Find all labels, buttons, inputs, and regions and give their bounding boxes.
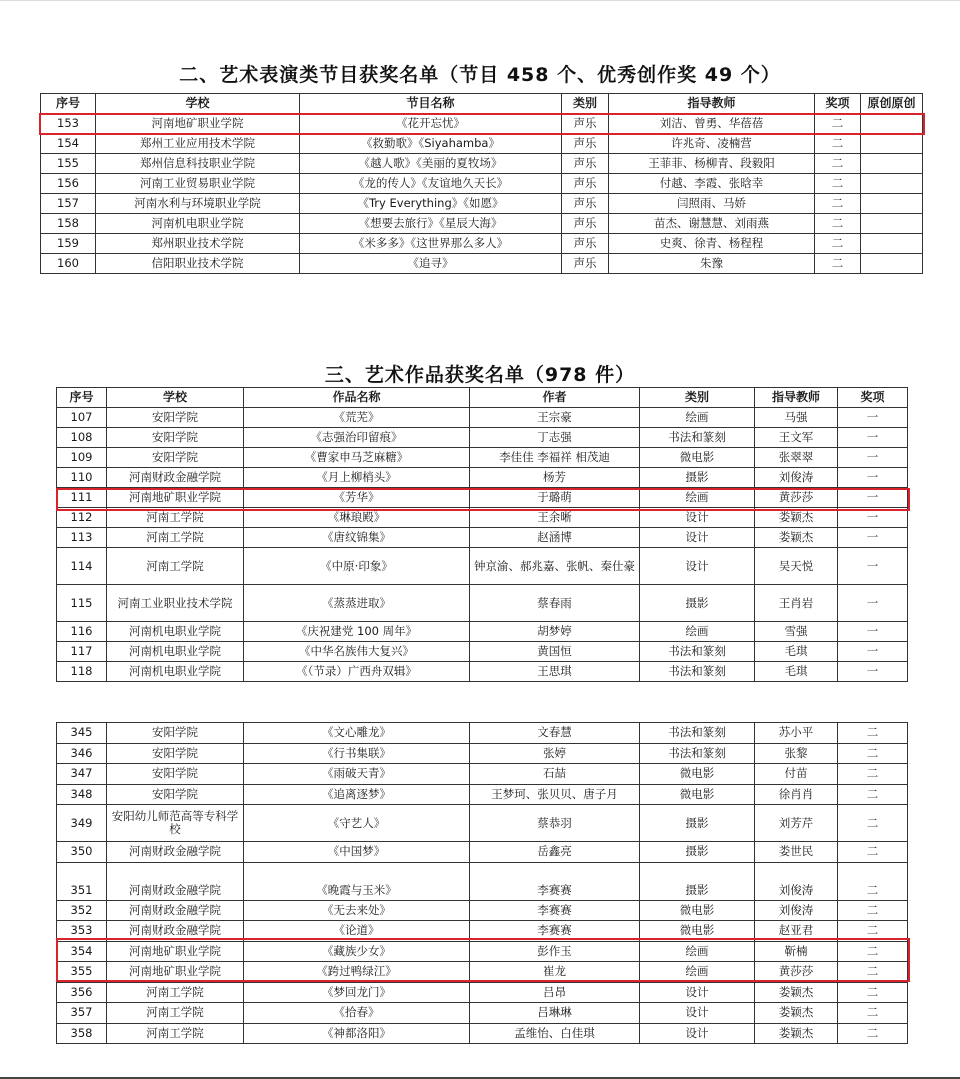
table-cell: 153 xyxy=(41,114,96,134)
table-cell: 摄影 xyxy=(640,468,755,488)
table-cell: 娄颖杰 xyxy=(755,528,838,548)
table-cell: 二 xyxy=(838,862,908,900)
table-cell: 348 xyxy=(57,784,107,805)
table-row xyxy=(57,941,908,962)
table-cell: 二 xyxy=(838,805,908,842)
table-cell: 河南机电职业学院 xyxy=(107,662,244,682)
table-cell: 二 xyxy=(815,194,861,214)
table-cell: 《花开忘忧》 xyxy=(300,114,562,134)
table-cell: 孟维怡、白佳琪 xyxy=(470,1023,640,1044)
table-cell: 河南财政金融学院 xyxy=(107,842,244,863)
table-cell: 设计 xyxy=(640,982,755,1003)
table-cell: 声乐 xyxy=(562,114,609,134)
table-row xyxy=(57,743,908,764)
table-cell: 二 xyxy=(815,174,861,194)
table-row xyxy=(57,528,908,548)
table-row xyxy=(57,723,908,744)
table-cell: 胡梦婷 xyxy=(470,622,640,642)
table-cell: 张婷 xyxy=(470,743,640,764)
table-row xyxy=(57,1003,908,1024)
table-cell: 357 xyxy=(57,1003,107,1024)
table-row xyxy=(41,194,923,214)
table-cell: 《论道》 xyxy=(244,921,470,942)
table-cell: 一 xyxy=(838,428,908,448)
table-cell: 绘画 xyxy=(640,408,755,428)
table-cell: 绘画 xyxy=(640,488,755,508)
table-cell: 二 xyxy=(838,723,908,744)
table-cell: 郑州工业应用技术学院 xyxy=(96,134,300,154)
table-cell xyxy=(861,154,923,174)
table-cell: 王肖岩 xyxy=(755,585,838,622)
table-cell: 绘画 xyxy=(640,941,755,962)
table-cell: 蔡春雨 xyxy=(470,585,640,622)
table-cell: 《米多多》《这世界那么多人》 xyxy=(300,234,562,254)
table-cell: 吴天悦 xyxy=(755,548,838,585)
table-cell: 书法和篆刻 xyxy=(640,428,755,448)
table-body xyxy=(57,408,908,682)
table-cell: 安阳学院 xyxy=(107,408,244,428)
table-cell: 一 xyxy=(838,508,908,528)
table-cell: 微电影 xyxy=(640,921,755,942)
table-cell: 二 xyxy=(838,921,908,942)
header-cell: 作品名称 xyxy=(244,388,470,408)
table-cell: 二 xyxy=(838,764,908,785)
table-cell: 354 xyxy=(57,941,107,962)
table-cell: 352 xyxy=(57,900,107,921)
table-cell: 许兆奇、凌楠营 xyxy=(609,134,815,154)
table-cell: 河南工业贸易职业学院 xyxy=(96,174,300,194)
header-cell: 节目名称 xyxy=(300,94,562,114)
header-cell: 序号 xyxy=(41,94,96,114)
table-cell: 《月上柳梢头》 xyxy=(244,468,470,488)
table-cell: 河南工学院 xyxy=(107,528,244,548)
table-cell: 《行书集联》 xyxy=(244,743,470,764)
table-cell: 一 xyxy=(838,448,908,468)
table-body xyxy=(57,723,908,1044)
table-cell: 154 xyxy=(41,134,96,154)
table-cell: 二 xyxy=(838,941,908,962)
table-row xyxy=(57,585,908,622)
table-cell: 《文心雕龙》 xyxy=(244,723,470,744)
table-cell: 109 xyxy=(57,448,107,468)
table-cell: 356 xyxy=(57,982,107,1003)
table-row xyxy=(57,662,908,682)
table-cell: 声乐 xyxy=(562,134,609,154)
table-cell: 河南工学院 xyxy=(107,508,244,528)
top-edge-line xyxy=(0,0,960,1)
table-cell: 350 xyxy=(57,842,107,863)
table-row xyxy=(57,862,908,900)
table-cell: 一 xyxy=(838,585,908,622)
table-cell: 《琳琅殿》 xyxy=(244,508,470,528)
table-cell: 《想要去旅行》《星辰大海》 xyxy=(300,214,562,234)
table-cell: 安阳学院 xyxy=(107,743,244,764)
table-cell: 微电影 xyxy=(640,448,755,468)
table-cell: 刘芳芹 xyxy=(755,805,838,842)
table-row xyxy=(41,134,923,154)
table-cell: 娄颖杰 xyxy=(755,1003,838,1024)
table-cell: 《追离逐梦》 xyxy=(244,784,470,805)
table-cell: 《中国梦》 xyxy=(244,842,470,863)
table-cell: 靳楠 xyxy=(755,941,838,962)
table-cell: 绘画 xyxy=(640,622,755,642)
table-cell: 声乐 xyxy=(562,234,609,254)
table-cell: 159 xyxy=(41,234,96,254)
table-cell: 河南工学院 xyxy=(107,548,244,585)
table-cell: 徐肖肖 xyxy=(755,784,838,805)
table-cell: 一 xyxy=(838,622,908,642)
table-cell: 王文军 xyxy=(755,428,838,448)
table-cell: 《晚霞与玉米》 xyxy=(244,862,470,900)
table-cell: 微电影 xyxy=(640,784,755,805)
table-cell: 河南财政金融学院 xyxy=(107,468,244,488)
table-row xyxy=(57,642,908,662)
table-cell: 信阳职业技术学院 xyxy=(96,254,300,274)
table-cell: 黄莎莎 xyxy=(755,488,838,508)
table-cell: 河南机电职业学院 xyxy=(107,622,244,642)
table-cell: 毛琪 xyxy=(755,662,838,682)
table-cell: 刘俊涛 xyxy=(755,862,838,900)
table-cell: 书法和篆刻 xyxy=(640,723,755,744)
table-cell: 158 xyxy=(41,214,96,234)
table-cell: 一 xyxy=(838,662,908,682)
table-cell: 安阳学院 xyxy=(107,784,244,805)
table-cell: 二 xyxy=(838,842,908,863)
table-row xyxy=(57,842,908,863)
table-cell: 李佳佳 李福祥 相茂迪 xyxy=(470,448,640,468)
table-cell: 116 xyxy=(57,622,107,642)
table-cell xyxy=(861,194,923,214)
table-cell: 声乐 xyxy=(562,254,609,274)
table-cell: 付越、李霞、张晗幸 xyxy=(609,174,815,194)
table-cell: 一 xyxy=(838,642,908,662)
table-cell: 《追寻》 xyxy=(300,254,562,274)
table-cell: 一 xyxy=(838,408,908,428)
table-cell: 设计 xyxy=(640,1023,755,1044)
table-cell: 358 xyxy=(57,1023,107,1044)
table-cell: 设计 xyxy=(640,1003,755,1024)
table-cell: 娄颖杰 xyxy=(755,982,838,1003)
table-cell xyxy=(861,254,923,274)
table-row xyxy=(57,548,908,585)
table-cell: 崔龙 xyxy=(470,962,640,983)
table-cell xyxy=(861,134,923,154)
table-row xyxy=(57,488,908,508)
table-row xyxy=(41,254,923,274)
table-row xyxy=(41,174,923,194)
table-cell: 郑州信息科技职业学院 xyxy=(96,154,300,174)
table-cell: 《救勤歌》《Siyahamba》 xyxy=(300,134,562,154)
table-cell: 书法和篆刻 xyxy=(640,642,755,662)
table-cell: 二 xyxy=(838,982,908,1003)
table-cell: 155 xyxy=(41,154,96,174)
table-cell: 二 xyxy=(815,154,861,174)
table-cell: 一 xyxy=(838,528,908,548)
table-cell: 二 xyxy=(838,900,908,921)
table-cell: 书法和篆刻 xyxy=(640,662,755,682)
header-cell: 学校 xyxy=(96,94,300,114)
table-cell: 160 xyxy=(41,254,96,274)
table-cell: 118 xyxy=(57,662,107,682)
table-cell: 李赛赛 xyxy=(470,900,640,921)
table-cell: 《拾春》 xyxy=(244,1003,470,1024)
table-row xyxy=(57,508,908,528)
table-cell: 王梦珂、张贝贝、唐子月 xyxy=(470,784,640,805)
table-cell: 《梦回龙门》 xyxy=(244,982,470,1003)
table-cell: 113 xyxy=(57,528,107,548)
table-cell: 《（节录）广西舟双辑》 xyxy=(244,662,470,682)
table-cell: 河南财政金融学院 xyxy=(107,921,244,942)
header-cell: 指导教师 xyxy=(609,94,815,114)
table-cell: 二 xyxy=(815,134,861,154)
table-cell: 黄国恒 xyxy=(470,642,640,662)
table-cell: 朱豫 xyxy=(609,254,815,274)
table-cell: 河南水利与环境职业学院 xyxy=(96,194,300,214)
table-cell: 河南地矿职业学院 xyxy=(107,941,244,962)
table-cell: 一 xyxy=(838,548,908,585)
table-cell: 彭作玉 xyxy=(470,941,640,962)
table-cell: 《唐纹锦集》 xyxy=(244,528,470,548)
table-cell: 设计 xyxy=(640,548,755,585)
table-cell: 娄颖杰 xyxy=(755,508,838,528)
table-cell: 黄莎莎 xyxy=(755,962,838,983)
table-cell: 《中华名族伟大复兴》 xyxy=(244,642,470,662)
table-row xyxy=(41,114,923,134)
table-cell: 347 xyxy=(57,764,107,785)
table-cell: 349 xyxy=(57,805,107,842)
table-cell: 书法和篆刻 xyxy=(640,743,755,764)
table-cell: 117 xyxy=(57,642,107,662)
table-cell: 安阳学院 xyxy=(107,723,244,744)
table-cell: 微电影 xyxy=(640,900,755,921)
table-cell: 《无去来处》 xyxy=(244,900,470,921)
table-cell: 摄影 xyxy=(640,842,755,863)
table-cell: 摄影 xyxy=(640,805,755,842)
table-row xyxy=(57,764,908,785)
table-cell: 娄世民 xyxy=(755,842,838,863)
table-cell: 351 xyxy=(57,862,107,900)
table-cell: 《志强治印留痕》 xyxy=(244,428,470,448)
performance-awards-table xyxy=(40,93,923,274)
table-cell: 声乐 xyxy=(562,214,609,234)
table-cell: 河南工学院 xyxy=(107,1003,244,1024)
table-cell: 王余晰 xyxy=(470,508,640,528)
table-row xyxy=(57,448,908,468)
table-cell: 绘画 xyxy=(640,962,755,983)
table-cell: 二 xyxy=(838,1003,908,1024)
table-cell: 付苗 xyxy=(755,764,838,785)
table-cell: 马强 xyxy=(755,408,838,428)
table-cell: 声乐 xyxy=(562,174,609,194)
table-cell: 二 xyxy=(838,962,908,983)
table-row xyxy=(57,962,908,983)
table-row xyxy=(57,428,908,448)
table-cell: 张翠翠 xyxy=(755,448,838,468)
table-cell: 二 xyxy=(815,254,861,274)
table-cell: 郑州职业技术学院 xyxy=(96,234,300,254)
table-cell: 二 xyxy=(815,114,861,134)
table-cell: 《龙的传人》《友谊地久天长》 xyxy=(300,174,562,194)
table-cell: 河南地矿职业学院 xyxy=(107,962,244,983)
table-cell: 112 xyxy=(57,508,107,528)
table-cell xyxy=(861,234,923,254)
table-cell: 《蒸蒸进取》 xyxy=(244,585,470,622)
table-cell: 《芳华》 xyxy=(244,488,470,508)
section3-title: 三、艺术作品获奖名单（978 件） xyxy=(324,364,636,386)
table-cell: 安阳学院 xyxy=(107,448,244,468)
table-header-row xyxy=(57,388,908,408)
table-cell: 346 xyxy=(57,743,107,764)
table-cell: 刘俊涛 xyxy=(755,468,838,488)
table-cell: 河南财政金融学院 xyxy=(107,900,244,921)
table-cell: 156 xyxy=(41,174,96,194)
table-cell: 《越人歌》《美丽的夏牧场》 xyxy=(300,154,562,174)
table-cell: 108 xyxy=(57,428,107,448)
header-cell: 类别 xyxy=(562,94,609,114)
table-cell: 河南财政金融学院 xyxy=(107,862,244,900)
table-cell: 王思琪 xyxy=(470,662,640,682)
table-cell: 李赛赛 xyxy=(470,921,640,942)
header-cell: 序号 xyxy=(57,388,107,408)
table-cell xyxy=(861,174,923,194)
table-cell: 摄影 xyxy=(640,585,755,622)
table-cell: 李赛赛 xyxy=(470,862,640,900)
header-cell: 奖项 xyxy=(815,94,861,114)
table-cell: 岳鑫亮 xyxy=(470,842,640,863)
table-cell: 娄颖杰 xyxy=(755,1023,838,1044)
table-cell: 河南工学院 xyxy=(107,982,244,1003)
table-cell: 157 xyxy=(41,194,96,214)
table-cell: 《庆祝建党 100 周年》 xyxy=(244,622,470,642)
table-cell: 107 xyxy=(57,408,107,428)
table-cell: 二 xyxy=(815,234,861,254)
table-cell: 石喆 xyxy=(470,764,640,785)
table-cell: 河南机电职业学院 xyxy=(96,214,300,234)
table-cell: 《Try Everything》《如愿》 xyxy=(300,194,562,214)
table-cell: 110 xyxy=(57,468,107,488)
table-cell: 355 xyxy=(57,962,107,983)
table-row xyxy=(57,784,908,805)
table-cell: 安阳学院 xyxy=(107,428,244,448)
table-cell: 赵亚君 xyxy=(755,921,838,942)
table-cell: 河南工业职业技术学院 xyxy=(107,585,244,622)
section2-title: 二、艺术表演类节目获奖名单（节目 458 个、优秀创作奖 49 个） xyxy=(179,64,781,86)
header-cell: 奖项 xyxy=(838,388,908,408)
table-row xyxy=(57,468,908,488)
table-cell: 毛琪 xyxy=(755,642,838,662)
table-cell: 设计 xyxy=(640,508,755,528)
table-row xyxy=(57,921,908,942)
artwork-awards-table-first xyxy=(56,387,908,682)
table-cell: 张黎 xyxy=(755,743,838,764)
table-cell: 微电影 xyxy=(640,764,755,785)
table-cell: 刘俊涛 xyxy=(755,900,838,921)
table-cell: 111 xyxy=(57,488,107,508)
table-cell: 刘洁、曾勇、华蓓蓓 xyxy=(609,114,815,134)
table-row xyxy=(57,1023,908,1044)
table-cell: 二 xyxy=(815,214,861,234)
table-body xyxy=(41,114,923,274)
table-cell: 吕琳琳 xyxy=(470,1003,640,1024)
table-cell: 114 xyxy=(57,548,107,585)
table-row xyxy=(57,622,908,642)
table-cell: 《神都洛阳》 xyxy=(244,1023,470,1044)
table-cell: 苗杰、谢慧慧、刘雨燕 xyxy=(609,214,815,234)
table-cell: 杨芳 xyxy=(470,468,640,488)
table-cell: 摄影 xyxy=(640,862,755,900)
table-cell xyxy=(861,214,923,234)
table-cell: 河南地矿职业学院 xyxy=(96,114,300,134)
header-cell: 类别 xyxy=(640,388,755,408)
table-cell: 河南机电职业学院 xyxy=(107,642,244,662)
table-cell: 闫照雨、马娇 xyxy=(609,194,815,214)
table-cell: 钟京渝、郝兆嘉、张帆、秦仕豪 xyxy=(470,548,640,585)
header-cell: 指导教师 xyxy=(755,388,838,408)
artwork-awards-table-second xyxy=(56,722,908,1044)
table-cell: 二 xyxy=(838,784,908,805)
table-cell: 《跨过鸭绿江》 xyxy=(244,962,470,983)
table-cell: 王宗豪 xyxy=(470,408,640,428)
table-cell: 一 xyxy=(838,488,908,508)
table-cell: 《曹家申马芝麻糖》 xyxy=(244,448,470,468)
table-cell: 于璐萌 xyxy=(470,488,640,508)
table-row xyxy=(41,214,923,234)
table-row xyxy=(41,154,923,174)
header-cell: 作者 xyxy=(470,388,640,408)
table-cell: 丁志强 xyxy=(470,428,640,448)
table-cell: 《荒芜》 xyxy=(244,408,470,428)
table-cell: 河南地矿职业学院 xyxy=(107,488,244,508)
table-cell: 安阳幼儿师范高等专科学校 xyxy=(107,805,244,842)
table-cell: 吕昂 xyxy=(470,982,640,1003)
table-cell: 《藏族少女》 xyxy=(244,941,470,962)
table-row xyxy=(57,982,908,1003)
table-cell: 二 xyxy=(838,743,908,764)
table-row xyxy=(57,408,908,428)
table-cell: 文春慧 xyxy=(470,723,640,744)
table-cell: 115 xyxy=(57,585,107,622)
table-cell xyxy=(861,114,923,134)
table-cell: 赵涵博 xyxy=(470,528,640,548)
table-cell: 安阳学院 xyxy=(107,764,244,785)
header-cell: 学校 xyxy=(107,388,244,408)
table-cell: 《中原·印象》 xyxy=(244,548,470,585)
header-cell: 原创原创 xyxy=(861,94,923,114)
table-cell: 一 xyxy=(838,468,908,488)
table-cell: 声乐 xyxy=(562,154,609,174)
table-cell: 二 xyxy=(838,1023,908,1044)
table-cell: 苏小平 xyxy=(755,723,838,744)
table-cell: 雪强 xyxy=(755,622,838,642)
table-cell: 《守艺人》 xyxy=(244,805,470,842)
table-cell: 河南工学院 xyxy=(107,1023,244,1044)
table-cell: 史爽、徐青、杨程程 xyxy=(609,234,815,254)
table-cell: 《雨破天青》 xyxy=(244,764,470,785)
table-row xyxy=(57,805,908,842)
table-cell: 王菲菲、杨柳青、段毅阳 xyxy=(609,154,815,174)
table-cell: 声乐 xyxy=(562,194,609,214)
table-cell: 345 xyxy=(57,723,107,744)
table-cell: 蔡恭羽 xyxy=(470,805,640,842)
table-cell: 353 xyxy=(57,921,107,942)
table-row xyxy=(57,900,908,921)
table-row xyxy=(41,234,923,254)
table-header-row xyxy=(41,94,923,114)
table-cell: 设计 xyxy=(640,528,755,548)
